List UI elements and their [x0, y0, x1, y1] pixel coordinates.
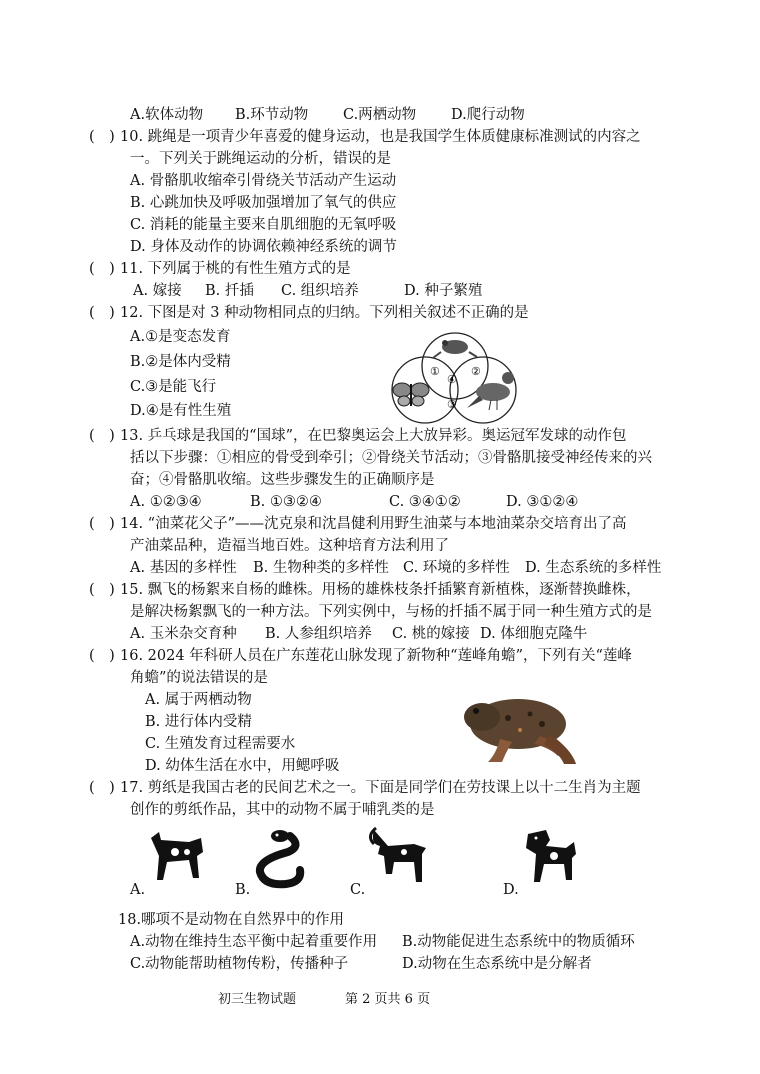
q12-option-b: B.②是体内受精 — [130, 354, 231, 370]
answer-bracket[interactable]: ( ) — [89, 780, 115, 796]
q15-option-b: B. 人参组织培养 — [265, 626, 372, 642]
q16-stem: 16. 2024 年科研人员在广东莲花山脉发现了新物种“莲峰角蟾”，下列有关“莲峰 — [120, 648, 632, 664]
q9-option-c: C.两栖动物 — [343, 107, 417, 123]
venn-label-1: ① — [430, 365, 440, 378]
q16-option-d: D. 幼体生活在水中，用鳃呼吸 — [145, 758, 340, 774]
frog-icon — [433, 340, 477, 358]
q18-option-a: A.动物在维持生态平衡中起着重要作用 — [130, 934, 378, 950]
q18-stem: 18.哪项不是动物在自然界中的作用 — [118, 912, 345, 928]
q14-option-c: C. 环境的多样性 — [403, 560, 510, 576]
butterfly-icon — [393, 383, 429, 406]
q14-option-d: D. 生态系统的多样性 — [525, 560, 662, 576]
q11-option-a: A. 嫁接 — [133, 283, 182, 299]
venn-label-4: ④ — [447, 373, 457, 386]
paper-cut-dog-icon — [520, 824, 580, 890]
q17-label-a: A. — [130, 882, 146, 898]
paper-cut-goat-icon — [364, 824, 434, 890]
q12-option-c: C.③是能飞行 — [130, 379, 217, 395]
answer-bracket[interactable]: ( ) — [89, 516, 115, 532]
paper-cut-snake-icon — [250, 826, 308, 890]
venn-diagram — [383, 326, 528, 426]
answer-bracket[interactable]: ( ) — [89, 648, 115, 664]
q10-stem: 10. 跳绳是一项青少年喜爱的健身运动，也是我国学生体质健康标准测试的内容之 — [120, 129, 641, 145]
q10-option-c: C. 消耗的能量主要来自肌细胞的无氧呼吸 — [130, 217, 397, 233]
answer-bracket[interactable]: ( ) — [89, 261, 115, 277]
q14-option-a: A. 基因的多样性 — [130, 560, 237, 576]
q15-option-a: A. 玉米杂交育种 — [130, 626, 237, 642]
q16-option-c: C. 生殖发育过程需要水 — [145, 736, 296, 752]
q16-option-a: A. 属于两栖动物 — [145, 692, 252, 708]
q10-option-d: D. 身体及动作的协调依赖神经系统的调节 — [130, 239, 397, 255]
q10-option-a: A. 骨骼肌收缩牵引骨绕关节活动产生运动 — [130, 173, 397, 189]
q13-stem-cont: 奋；④骨骼肌收缩。这些步骤发生的正确顺序是 — [130, 472, 435, 488]
q17-label-b: B. — [235, 882, 251, 898]
q18-option-c: C.动物能帮助植物传粉，传播种子 — [130, 956, 349, 972]
toad-photo — [460, 684, 582, 768]
q12-option-a: A.①是变态发育 — [130, 329, 231, 345]
q15-stem-cont: 是解决杨絮飘飞的一种方法。下列实例中，与杨的扦插不属于同一种生殖方式的是 — [130, 604, 652, 620]
q13-option-b: B. ①③②④ — [250, 494, 322, 510]
footer-page-number: 第 2 页共 6 页 — [345, 992, 431, 1007]
answer-bracket[interactable]: ( ) — [89, 305, 115, 321]
q10-stem-cont: 一。下列关于跳绳运动的分析，错误的是 — [130, 151, 391, 167]
paper-cut-ox-icon — [145, 826, 210, 886]
q15-stem: 15. 飘飞的杨絮来自杨的雌株。用杨的雄株枝条扦插繁育新植株，逐渐替换雌株， — [120, 582, 641, 598]
q16-option-b: B. 进行体内受精 — [145, 714, 252, 730]
q13-option-c: C. ③④①② — [389, 494, 461, 510]
q14-option-b: B. 生物种类的多样性 — [253, 560, 389, 576]
q13-stem: 13. 乒乓球是我国的“国球”，在巴黎奥运会上大放异彩。奥运冠军发球的动作包 — [120, 428, 627, 444]
q17-stem-cont: 创作的剪纸作品，其中的动物不属于哺乳类的是 — [130, 802, 435, 818]
q16-stem-cont: 角蟾”的说法错误的是 — [130, 670, 268, 686]
footer-subject: 初三生物试题 — [218, 992, 297, 1007]
answer-bracket[interactable]: ( ) — [89, 428, 115, 444]
q10-option-b: B. 心跳加快及呼吸加强增加了氧气的供应 — [130, 195, 397, 211]
q17-label-d: D. — [503, 882, 519, 898]
q18-option-d: D.动物在生态系统中是分解者 — [402, 956, 592, 972]
q17-label-c: C. — [350, 882, 366, 898]
q18-option-b: B.动物能促进生态系统中的物质循环 — [402, 934, 635, 950]
q11-option-c: C. 组织培养 — [281, 283, 359, 299]
q12-option-d: D.④是有性生殖 — [130, 403, 232, 419]
q9-option-a: A.软体动物 — [130, 107, 204, 123]
venn-label-2: ② — [471, 365, 481, 378]
q11-option-b: B. 扦插 — [205, 283, 254, 299]
venn-label-3: ③ — [447, 398, 457, 411]
q13-stem-cont: 括以下步骤：①相应的骨受到牵引；②骨绕关节活动；③骨骼肌接受神经传来的兴 — [130, 450, 652, 466]
q12-stem: 12. 下图是对 3 种动物相同点的归纳。下列相关叙述不正确的是 — [120, 305, 529, 321]
q11-option-d: D. 种子繁殖 — [404, 283, 483, 299]
q13-option-d: D. ③①②④ — [506, 494, 579, 510]
q15-option-c: C. 桃的嫁接 — [392, 626, 470, 642]
q9-option-d: D.爬行动物 — [451, 107, 525, 123]
q13-option-a: A. ①②③④ — [130, 494, 202, 510]
q11-stem: 11. 下列属于桃的有性生殖方式的是 — [120, 261, 351, 277]
q14-stem: 14. “油菜花父子”——沈克泉和沈昌健利用野生油菜与本地油菜杂交培育出了高 — [120, 516, 627, 532]
answer-bracket[interactable]: ( ) — [89, 129, 115, 145]
q15-option-d: D. 体细胞克隆牛 — [480, 626, 588, 642]
q17-stem: 17. 剪纸是我国古老的民间艺术之一。下面是同学们在劳技课上以十二生肖为主题 — [120, 780, 641, 796]
answer-bracket[interactable]: ( ) — [89, 582, 115, 598]
q9-option-b: B.环节动物 — [235, 107, 309, 123]
q14-stem-cont: 产油菜品种，造福当地百姓。这种培育方法利用了 — [130, 538, 449, 554]
